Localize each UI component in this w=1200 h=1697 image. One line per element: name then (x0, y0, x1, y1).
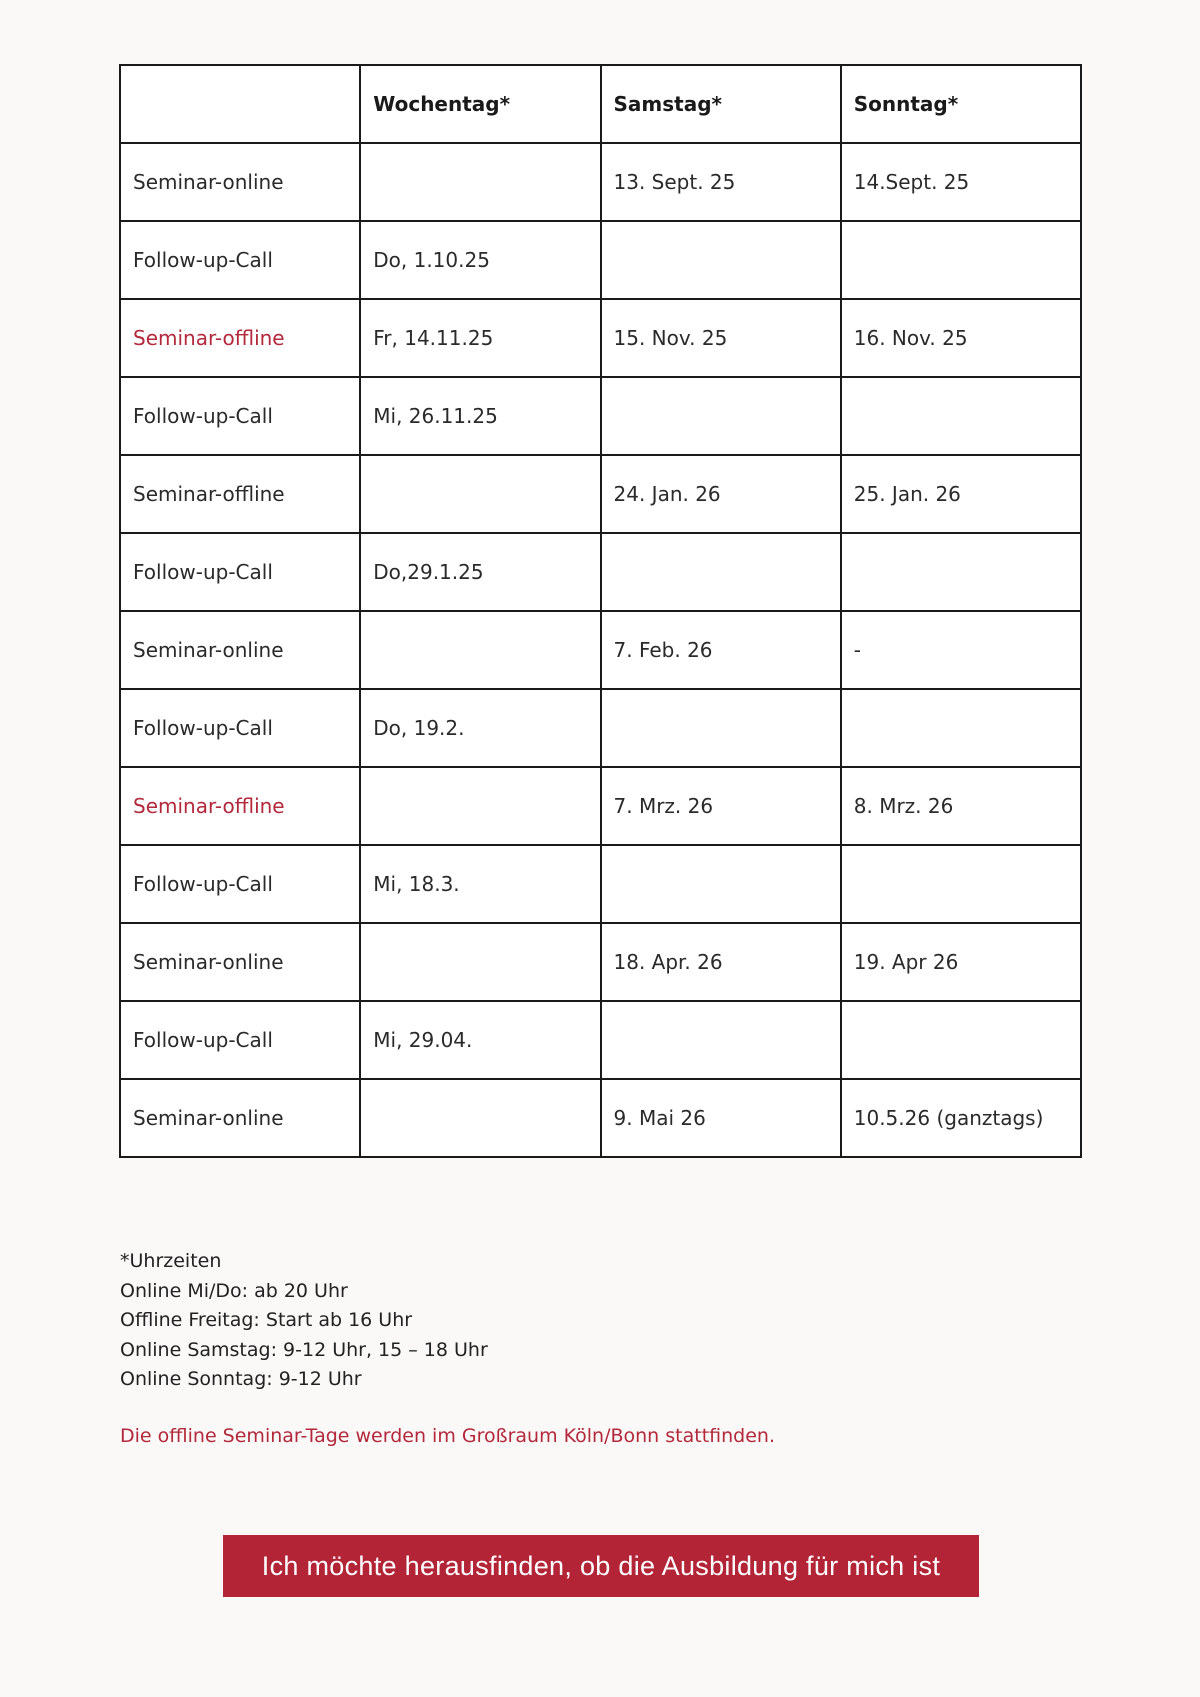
weekday-cell (360, 455, 600, 533)
header-cell-weekday: Wochentag* (360, 65, 600, 143)
table-body (120, 143, 1081, 1157)
row-label-cell: Follow-up-Call (120, 533, 360, 611)
row-label-cell: Follow-up-Call (120, 1001, 360, 1079)
sunday-cell (841, 689, 1081, 767)
weekday-cell (360, 923, 600, 1001)
notes-heading: *Uhrzeiten (120, 1250, 222, 1272)
weekday-cell: Do, 1.10.25 (360, 221, 600, 299)
saturday-cell: 15. Nov. 25 (601, 299, 841, 377)
saturday-cell (601, 221, 841, 299)
row-label-cell: Seminar-online (120, 1079, 360, 1157)
notes-line-online-weekday: Online Mi/Do: ab 20 Uhr (120, 1279, 348, 1302)
saturday-cell (601, 689, 841, 767)
table-row (120, 377, 1081, 455)
table-row (120, 845, 1081, 923)
sunday-cell (841, 533, 1081, 611)
sunday-cell: - (841, 611, 1081, 689)
sunday-cell: 25. Jan. 26 (841, 455, 1081, 533)
table-row (120, 143, 1081, 221)
table-row (120, 455, 1081, 533)
weekday-cell (360, 143, 600, 221)
location-note: Die offline Seminar-Tage werden im Großraum Köln/Bonn stattfinden. (120, 1425, 775, 1447)
sunday-cell: 16. Nov. 25 (841, 299, 1081, 377)
sunday-cell (841, 845, 1081, 923)
row-label-cell: Follow-up-Call (120, 377, 360, 455)
notes-line-offline-friday: Offline Freitag: Start ab 16 Uhr (120, 1309, 413, 1331)
weekday-cell: Fr, 14.11.25 (360, 299, 600, 377)
table-row (120, 1001, 1081, 1079)
row-label-cell: Follow-up-Call (120, 221, 360, 299)
table-row (120, 533, 1081, 611)
saturday-cell (601, 377, 841, 455)
table-row (120, 689, 1081, 767)
weekday-cell (360, 1079, 600, 1157)
sunday-cell: 10.5.26 (ganztags) (841, 1079, 1081, 1157)
row-label-cell: Seminar-offline (120, 455, 360, 533)
sunday-cell: 19. Apr 26 (841, 923, 1081, 1001)
saturday-cell: 7. Feb. 26 (601, 611, 841, 689)
table-row (120, 767, 1081, 845)
saturday-cell (601, 533, 841, 611)
notes-line-online-saturday: Online Samstag: 9-12 Uhr, 15 – 18 Uhr (120, 1338, 488, 1361)
weekday-cell: Do, 19.2. (360, 689, 600, 767)
row-label-cell: Follow-up-Call (120, 689, 360, 767)
schedule-table (119, 64, 1082, 1158)
table-row (120, 923, 1081, 1001)
header-cell-empty (120, 65, 360, 143)
row-label-cell: Seminar-offline (120, 767, 360, 845)
table-header-row (120, 65, 1081, 143)
saturday-cell: 13. Sept. 25 (601, 143, 841, 221)
notes-line-online-sunday: Online Sonntag: 9-12 Uhr (120, 1368, 362, 1390)
header-cell-sunday: Sonntag* (841, 65, 1081, 143)
weekday-cell (360, 767, 600, 845)
weekday-cell: Do,29.1.25 (360, 533, 600, 611)
table-row (120, 1079, 1081, 1157)
time-notes (120, 1247, 488, 1395)
saturday-cell: 7. Mrz. 26 (601, 767, 841, 845)
saturday-cell: 18. Apr. 26 (601, 923, 841, 1001)
cta-button[interactable] (223, 1535, 979, 1597)
sunday-cell (841, 221, 1081, 299)
sunday-cell: 8. Mrz. 26 (841, 767, 1081, 845)
row-label-cell: Seminar-online (120, 143, 360, 221)
saturday-cell (601, 845, 841, 923)
weekday-cell: Mi, 29.04. (360, 1001, 600, 1079)
row-label-cell: Seminar-online (120, 923, 360, 1001)
weekday-cell (360, 611, 600, 689)
saturday-cell (601, 1001, 841, 1079)
table-row (120, 611, 1081, 689)
row-label-cell: Seminar-offline (120, 299, 360, 377)
saturday-cell: 9. Mai 26 (601, 1079, 841, 1157)
sunday-cell: 14.Sept. 25 (841, 143, 1081, 221)
saturday-cell: 24. Jan. 26 (601, 455, 841, 533)
table-row (120, 299, 1081, 377)
sunday-cell (841, 377, 1081, 455)
cta-button-label: Ich möchte herausfinden, ob die Ausbildung für mich ist (261, 1550, 941, 1581)
row-label-cell: Follow-up-Call (120, 845, 360, 923)
sunday-cell (841, 1001, 1081, 1079)
row-label-cell: Seminar-online (120, 611, 360, 689)
header-cell-saturday: Samstag* (601, 65, 841, 143)
table-row (120, 221, 1081, 299)
weekday-cell: Mi, 26.11.25 (360, 377, 600, 455)
weekday-cell: Mi, 18.3. (360, 845, 600, 923)
